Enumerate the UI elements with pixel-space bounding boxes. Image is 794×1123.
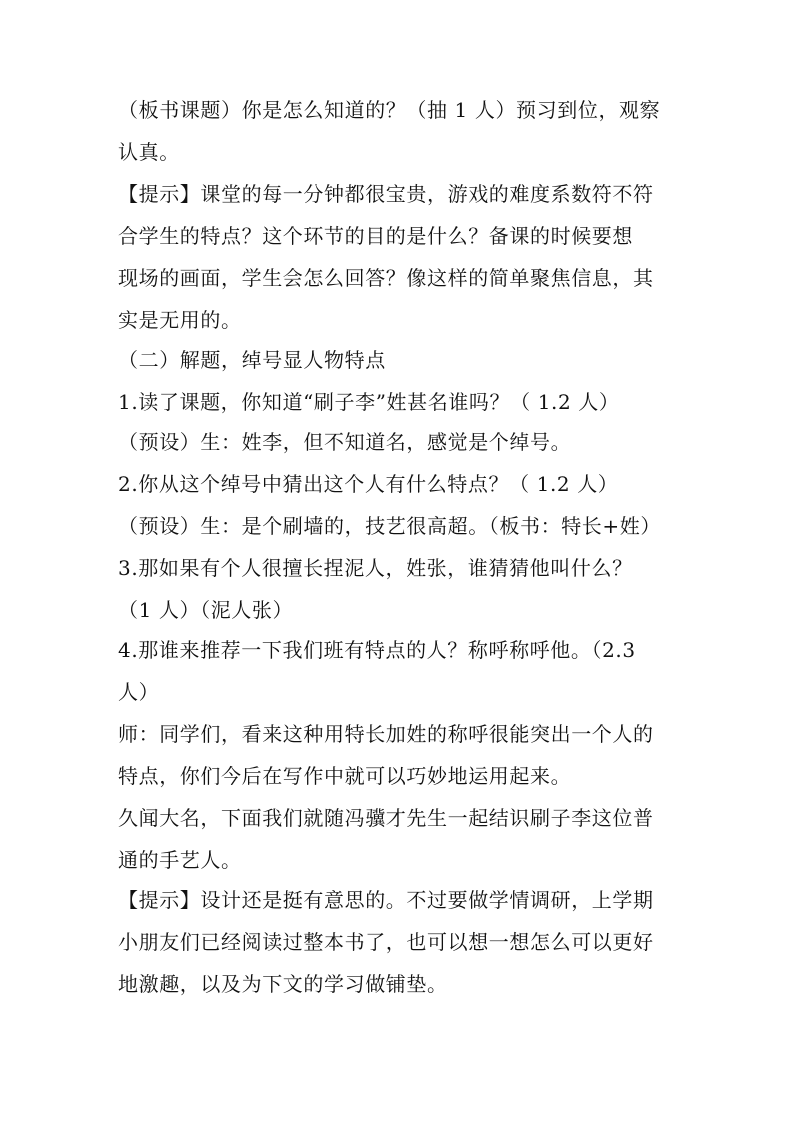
paragraph-line: （板书课题）你是怎么知道的？（抽 1 人）预习到位，观察 <box>118 98 661 122</box>
paragraph-line: 现场的画面，学生会怎么回答？像这样的简单聚焦信息，其 <box>118 266 654 290</box>
paragraph-line: 通的手艺人。 <box>118 848 242 872</box>
paragraph-line: 师：同学们，看来这种用特长加姓的称呼很能突出一个人的 <box>118 722 654 746</box>
paragraph-line: （预设）生：是个刷墙的，技艺很高超。（板书：特长+姓） <box>118 514 661 538</box>
paragraph-line: 3.那如果有个人很擅长捏泥人，姓张，谁猜猜他叫什么？ <box>118 556 633 580</box>
paragraph-line: 认真。 <box>118 140 180 164</box>
tip-line: 【提示】设计还是挺有意思的。不过要做学情调研，上学期 <box>118 888 654 912</box>
paragraph-line: 实是无用的。 <box>118 308 242 332</box>
paragraph-line: 2.你从这个绰号中猜出这个人有什么特点？（ 1.2 人） <box>118 472 619 496</box>
paragraph-line: 4.那谁来推荐一下我们班有特点的人？称呼称呼他。（2.3 <box>118 638 636 662</box>
paragraph-line: （1 人）（泥人张） <box>118 598 294 622</box>
paragraph-line: 人） <box>118 680 160 704</box>
section-heading: （二）解题，绰号显人物特点 <box>118 348 386 372</box>
paragraph-line: 小朋友们已经阅读过整本书了，也可以想一想怎么可以更好 <box>118 930 654 954</box>
paragraph-line: 1.读了课题，你知道“刷子李”姓甚名谁吗？（ 1.2 人） <box>118 390 620 414</box>
paragraph-line: 地激趣，以及为下文的学习做铺垫。 <box>118 972 448 996</box>
paragraph-line: 久闻大名，下面我们就随冯骥才先生一起结识刷子李这位普 <box>118 806 654 830</box>
paragraph-line: 特点，你们今后在写作中就可以巧妙地运用起来。 <box>118 764 572 788</box>
tip-line: 【提示】课堂的每一分钟都很宝贵，游戏的难度系数符不符 <box>118 182 654 206</box>
paragraph-line: 合学生的特点？这个环节的目的是什么？备课的时候要想 <box>118 224 633 248</box>
paragraph-line: （预设）生：姓李，但不知道名，感觉是个绰号。 <box>118 430 572 454</box>
